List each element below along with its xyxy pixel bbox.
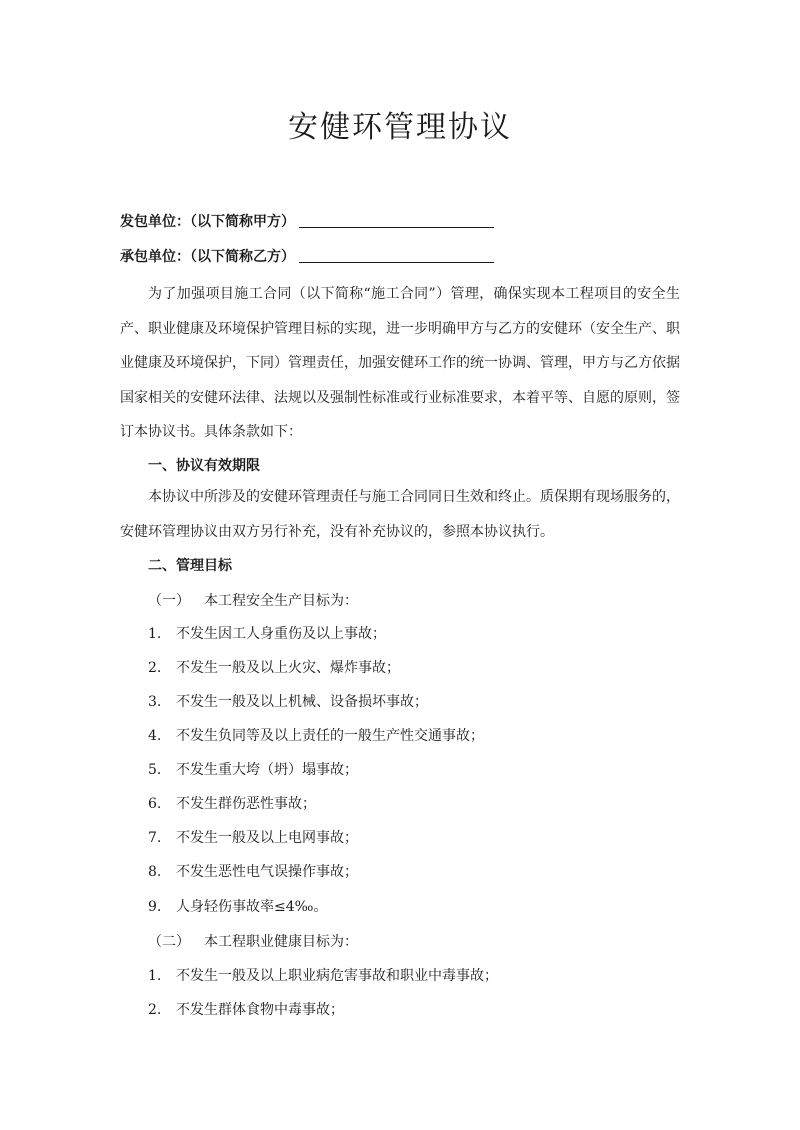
party-a-line bbox=[120, 210, 720, 234]
list-item bbox=[148, 656, 400, 680]
list-item-text: 不发生因工人身重伤及以上事故； bbox=[176, 626, 386, 642]
list-item-text: 不发生一般及以上火灾、爆炸事故； bbox=[176, 660, 400, 676]
list-item bbox=[148, 622, 386, 646]
list-item-number: 5. bbox=[148, 762, 162, 778]
list-item bbox=[148, 895, 327, 919]
party-b-blank bbox=[299, 261, 494, 263]
list-item bbox=[148, 690, 428, 714]
party-a-label: 发包单位：（以下简称甲方） bbox=[120, 214, 295, 230]
list-item-number: 1. bbox=[148, 626, 162, 642]
list-item bbox=[148, 964, 498, 988]
list-item-text: 不发生重大垮（坍）塌事故； bbox=[176, 762, 358, 778]
list-item-number: 8. bbox=[148, 864, 162, 880]
list-item-number: 6. bbox=[148, 796, 162, 812]
list-item-text: 不发生群伤恶性事故； bbox=[176, 796, 316, 812]
section-1-text: 本协议中所涉及的安健环管理责任与施工合同同日生效和终止。质保期有现场服务的，安健环管理协议由双方另行补充，没有补充协议的，参照本协议执行。 bbox=[120, 489, 680, 540]
list-item bbox=[148, 860, 358, 884]
section-2-heading: 二、管理目标 bbox=[148, 558, 232, 574]
subsection-2-heading bbox=[148, 930, 358, 954]
list-item-number: 1. bbox=[148, 968, 162, 984]
list-item bbox=[148, 792, 316, 816]
list-item-number: 9. bbox=[148, 899, 162, 915]
party-a-blank bbox=[299, 226, 494, 228]
subsection-1-text: 本工程安全生产目标为： bbox=[204, 593, 358, 609]
party-b-line bbox=[120, 245, 720, 269]
list-item-number: 2. bbox=[148, 1002, 162, 1018]
list-item-text: 不发生一般及以上机械、设备损坏事故； bbox=[176, 694, 428, 710]
list-item bbox=[148, 998, 344, 1022]
list-item bbox=[148, 758, 358, 782]
list-item-text: 不发生恶性电气误操作事故； bbox=[176, 864, 358, 880]
subsection-2-number: （二） bbox=[148, 934, 190, 950]
subsection-1-heading bbox=[148, 589, 358, 613]
section-1-heading: 一、协议有效期限 bbox=[148, 458, 260, 474]
list-item-number: 4. bbox=[148, 728, 162, 744]
list-item-text: 不发生一般及以上职业病危害事故和职业中毒事故； bbox=[176, 968, 498, 984]
list-item-text: 不发生负同等及以上责任的一般生产性交通事故； bbox=[176, 728, 484, 744]
party-b-label: 承包单位：（以下简称乙方） bbox=[120, 249, 295, 265]
intro-paragraph: 为了加强项目施工合同（以下简称“施工合同”）管理，确保实现本工程项目的安全生产、职业健康及环境保护管理目标的实现，进一步明确甲方与乙方的安健环（安全生产、职业健康及环境保护，下同）管理责任，加强安健环工作的统一协调、管理，甲方与乙方依据国家相关的安健环法律、法规以及强制性标准或行业标准要求，本着平等、自愿的原则，签订本协议书。具体条款如下： bbox=[120, 286, 680, 440]
list-item bbox=[148, 724, 484, 748]
list-item-number: 7. bbox=[148, 830, 162, 846]
list-item-text: 不发生一般及以上电网事故； bbox=[176, 830, 358, 846]
document-title: 安健环管理协议 bbox=[288, 110, 512, 145]
subsection-2-text: 本工程职业健康目标为： bbox=[204, 934, 358, 950]
subsection-1-number: （一） bbox=[148, 593, 190, 609]
list-item-number: 3. bbox=[148, 694, 162, 710]
list-item-text: 不发生群体食物中毒事故； bbox=[176, 1002, 344, 1018]
list-item-number: 2. bbox=[148, 660, 162, 676]
list-item bbox=[148, 826, 358, 850]
list-item-text: 人身轻伤事故率≤4‰。 bbox=[176, 899, 328, 915]
